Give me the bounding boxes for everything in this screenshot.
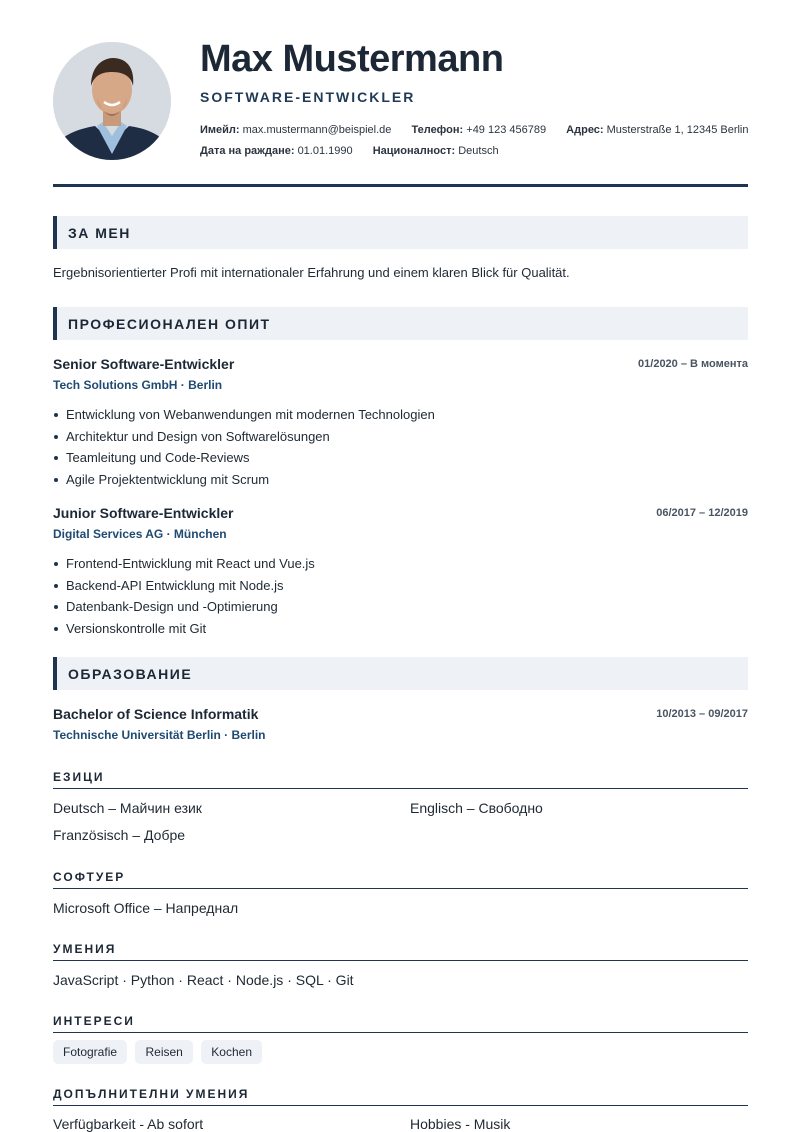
section-additional-heading xyxy=(53,1085,748,1106)
language-item: Französisch – Добре xyxy=(53,827,186,843)
job-company-2: Digital Services AG · München xyxy=(53,527,227,541)
section-additional-title: ДОПЪЛНИТЕЛНИ УМЕНИЯ xyxy=(53,1087,250,1101)
contact-email-label: Имейл: xyxy=(200,124,240,136)
section-interests-heading xyxy=(53,1012,748,1033)
list-item: Backend-API Entwicklung mit Node.js xyxy=(53,575,748,597)
contact-nationality-label: Националност: xyxy=(372,145,456,157)
job-title-2: Junior Software-Entwickler xyxy=(53,505,234,521)
contact-address xyxy=(566,124,748,136)
section-languages-title: ЕЗИЦИ xyxy=(53,770,105,784)
contact-birthdate-label: Дата на раждане: xyxy=(200,145,295,157)
interest-tag: Kochen xyxy=(201,1040,262,1064)
section-skills-heading xyxy=(53,940,748,961)
interest-tag: Fotografie xyxy=(53,1040,127,1064)
additional-item: Hobbies - Musik xyxy=(410,1116,511,1132)
section-software-title: СОФТУЕР xyxy=(53,870,126,884)
section-skills-title: УМЕНИЯ xyxy=(53,942,117,956)
section-education-heading xyxy=(53,657,748,690)
job-date-1: 01/2020 – В момента xyxy=(638,358,748,370)
contact-nationality-value: Deutsch xyxy=(458,145,499,157)
contact-line-1 xyxy=(200,124,766,136)
contact-birthdate xyxy=(200,145,353,157)
contact-email-value: max.mustermann@beispiel.de xyxy=(242,124,392,136)
job-entry-1 xyxy=(53,356,748,491)
contact-phone-label: Телефон: xyxy=(411,124,464,136)
job-entry-2 xyxy=(53,505,748,640)
list-item: Frontend-Entwicklung mit React und Vue.js xyxy=(53,553,748,575)
job-duties-2 xyxy=(53,553,748,640)
software-item: Microsoft Office – Напреднал xyxy=(53,900,239,916)
contact-birthdate-value: 01.01.1990 xyxy=(297,145,353,157)
education-date: 10/2013 – 09/2017 xyxy=(656,708,748,720)
section-interests-title: ИНТЕРЕСИ xyxy=(53,1014,135,1028)
list-item: Agile Projektentwicklung mit Scrum xyxy=(53,469,748,491)
interests-tags xyxy=(53,1040,266,1064)
job-company-1: Tech Solutions GmbH · Berlin xyxy=(53,378,223,392)
section-about-heading xyxy=(53,216,748,249)
education-degree: Bachelor of Science Informatik xyxy=(53,706,259,722)
language-item: Deutsch – Майчин език xyxy=(53,800,202,816)
contact-nationality xyxy=(373,145,499,157)
list-item: Architektur und Design von Softwarelösungen xyxy=(53,426,748,448)
contact-phone-value: +49 123 456789 xyxy=(466,124,547,136)
about-text: Ergebnisorientierter Profi mit internationaler Erfahrung und einem klaren Blick für Qualität. xyxy=(53,265,570,280)
education-institution: Technische Universität Berlin · Berlin xyxy=(53,728,266,742)
contact-line-2 xyxy=(200,145,516,157)
education-entry xyxy=(53,706,748,742)
language-item: Englisch – Свободно xyxy=(410,800,543,816)
additional-item: Verfügbarkeit - Ab sofort xyxy=(53,1116,204,1132)
profile-photo xyxy=(53,42,171,160)
section-about-title: ЗА МЕН xyxy=(68,225,131,241)
skills-list: JavaScript · Python · React · Node.js · SQL · Git xyxy=(53,972,354,988)
section-experience-heading xyxy=(53,307,748,340)
contact-address-value: Musterstraße 1, 12345 Berlin xyxy=(606,124,749,136)
list-item: Entwicklung von Webanwendungen mit modernen Technologien xyxy=(53,404,748,426)
contact-email xyxy=(200,124,391,136)
job-date-2: 06/2017 – 12/2019 xyxy=(656,507,748,519)
section-software-heading xyxy=(53,868,748,889)
list-item: Versionskontrolle mit Git xyxy=(53,618,748,640)
list-item: Datenbank-Design und -Optimierung xyxy=(53,596,748,618)
job-duties-1 xyxy=(53,404,748,491)
job-title-1: Senior Software-Entwickler xyxy=(53,356,235,372)
header-divider xyxy=(53,184,748,187)
interest-tag: Reisen xyxy=(135,1040,192,1064)
contact-address-label: Адрес: xyxy=(566,124,604,136)
resume-page xyxy=(53,0,749,1132)
list-item: Teamleitung und Code-Reviews xyxy=(53,447,748,469)
section-experience-title: ПРОФЕСИОНАЛЕН ОПИТ xyxy=(68,316,271,332)
section-education-title: ОБРАЗОВАНИЕ xyxy=(68,666,193,682)
resume-header xyxy=(53,0,748,188)
contact-phone xyxy=(411,124,546,136)
person-avatar-icon xyxy=(53,42,171,160)
job-title: SOFTWARE-ENTWICKLER xyxy=(200,89,416,105)
candidate-name: Max Mustermann xyxy=(200,38,504,80)
section-languages-heading xyxy=(53,768,748,789)
